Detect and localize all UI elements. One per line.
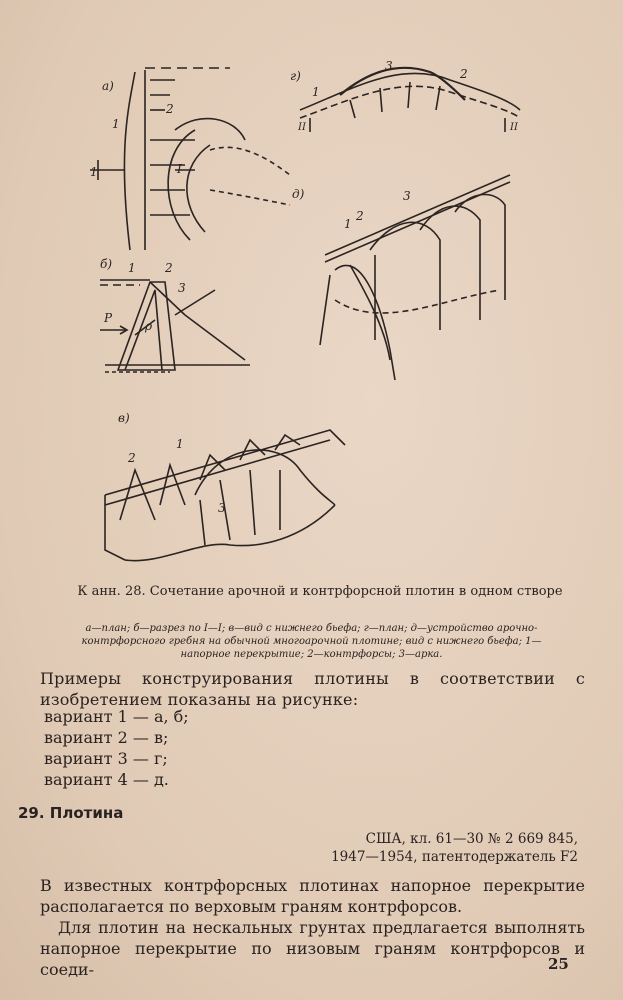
variants-list: [44, 706, 189, 790]
svg-text:1: 1: [344, 217, 352, 231]
svg-text:2: 2: [166, 102, 174, 116]
panel-d-multiarch: [320, 175, 510, 380]
label-b: б): [100, 257, 113, 271]
svg-text:P: P: [104, 311, 113, 325]
svg-text:1: 1: [90, 165, 98, 179]
svg-text:2: 2: [356, 209, 364, 223]
svg-text:1: 1: [176, 437, 184, 451]
list-item: вариант 2 — в;: [44, 728, 169, 747]
svg-text:I: I: [177, 162, 182, 176]
label-v: в): [118, 411, 130, 425]
svg-text:1: 1: [128, 261, 136, 275]
list-item: вариант 3 — г;: [44, 749, 168, 768]
patent-holder: 1947—1954, патентодержатель F2: [331, 849, 578, 865]
patent-reference: США, кл. 61—30 № 2 669 845,: [365, 831, 578, 847]
svg-text:3: 3: [178, 281, 186, 295]
svg-text:3: 3: [403, 189, 411, 203]
list-item: вариант 4 — д.: [44, 770, 169, 789]
paragraph-intro: Примеры конструирования плотины в соответствии с изобретением показаны на рисунке:: [40, 669, 585, 709]
svg-text:1: 1: [112, 117, 120, 131]
svg-text:II: II: [298, 122, 306, 133]
label-a: а): [102, 79, 114, 93]
svg-text:2: 2: [165, 261, 173, 275]
panel-v-downstream: [105, 430, 345, 561]
panel-a-plan: [90, 68, 290, 250]
figure-caption-title: К анн. 28. Сочетание арочной и контрфорсной плотин в одном створе: [77, 584, 563, 599]
svg-text:3: 3: [218, 501, 226, 515]
figure-caption-legend: а—план; б—разрез по I—I; в—вид с нижнего бьефа; г—план; д—устройство арочно-контрфорсного гребня на обычной многоарочной плотине; вид с нижнего бьефа; 1—напорное перекрытие; 2—контрфорсы; 3—арка.: [81, 623, 542, 660]
page-number: 25: [548, 955, 569, 973]
list-item: вариант 1 — а, б;: [44, 707, 189, 726]
label-g: г): [290, 69, 301, 83]
paragraph-proposal: Для плотин на нескальных грунтах предлагается выполнять напорное перекрытие по низовым граням контрфорсов и соеди-: [40, 918, 585, 979]
svg-text:1: 1: [312, 85, 320, 99]
svg-text:2: 2: [460, 67, 468, 81]
paragraph-known-dams: В известных контрфорсных плотинах напорное перекрытие располагается по верховым граням контрфорсов.: [40, 876, 585, 916]
svg-text:2: 2: [128, 451, 136, 465]
section-heading: 29. Плотина: [18, 804, 124, 822]
svg-text:II: II: [510, 122, 518, 133]
svg-text:ρ: ρ: [145, 319, 153, 333]
label-d: д): [292, 187, 305, 201]
svg-text:3: 3: [385, 59, 393, 73]
panel-g-plan: [300, 68, 520, 132]
panel-b-section: [100, 280, 250, 372]
